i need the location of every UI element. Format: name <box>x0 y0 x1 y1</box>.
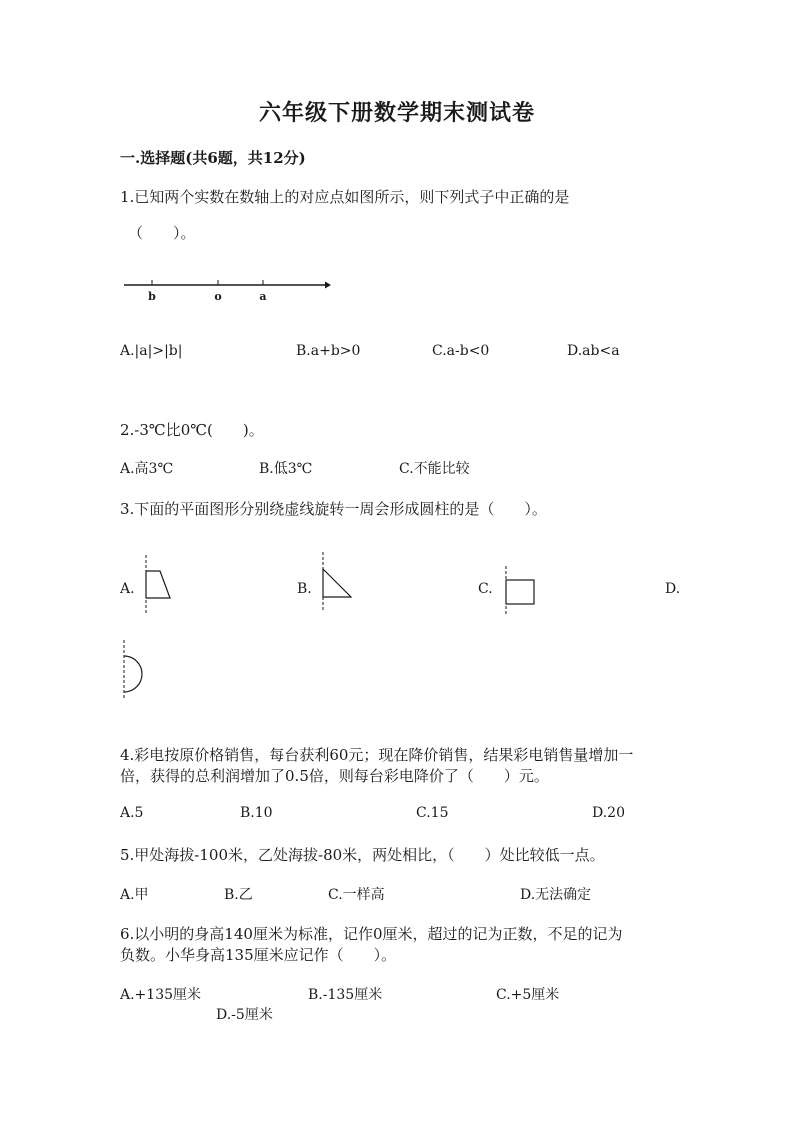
question-6-option-d: D.-5厘米 <box>216 1007 273 1023</box>
number-line-label-b: b <box>148 290 156 303</box>
question-4-option-d: D.20 <box>592 805 625 821</box>
number-line-label-o: o <box>214 290 222 303</box>
question-3-option-a-label: A. <box>120 581 135 597</box>
question-1-option-a: A.|a|>|b| <box>120 343 183 359</box>
number-line-arrow <box>325 282 331 289</box>
question-4-option-a: A.5 <box>120 805 144 821</box>
question-6-option-b: B.-135厘米 <box>308 987 383 1003</box>
shape-c-rectangle <box>500 566 540 618</box>
question-1-option-b: B.a+b>0 <box>296 343 361 359</box>
question-4-option-c: C.15 <box>416 805 449 821</box>
shape-d-semicircle <box>118 640 154 702</box>
question-3-option-b-label: B. <box>297 581 312 597</box>
question-6-stem-line-2: 负数。小华身高135厘米应记作（ ）。 <box>120 946 397 964</box>
question-2-option-a: A.高3℃ <box>120 461 174 477</box>
question-5-option-d: D.无法确定 <box>520 887 592 903</box>
question-2-option-b: B.低3℃ <box>259 461 313 477</box>
question-3-option-d-label: D. <box>665 581 681 597</box>
number-line-label-a: a <box>259 290 267 303</box>
page-title: 六年级下册数学期末测试卷 <box>258 100 535 126</box>
shape-b-triangle <box>315 552 355 614</box>
question-4-stem-line-2: 倍，获得的总利润增加了0.5倍，则每台彩电降价了（ ）元。 <box>120 767 549 785</box>
shape-a-trapezoid <box>138 555 178 615</box>
question-3-stem: 3.下面的平面图形分别绕虚线旋转一周会形成圆柱的是（ ）。 <box>120 500 547 518</box>
question-1-option-d: D.ab<a <box>567 343 620 359</box>
question-2-stem: 2.-3℃比0℃( )。 <box>120 421 264 439</box>
question-1-stem-line-2: （ ）。 <box>128 224 196 242</box>
question-6-option-a: A.+135厘米 <box>120 987 202 1003</box>
question-6-stem-line-1: 6.以小明的身高140厘米为标准，记作0厘米，超过的记为正数，不足的记为 <box>120 925 623 943</box>
question-1-stem-line-1: 1.已知两个实数在数轴上的对应点如图所示，则下列式子中正确的是 <box>120 188 570 206</box>
question-5-option-c: C.一样高 <box>328 887 385 903</box>
question-4-stem-line-1: 4.彩电按原价格销售，每台获利60元；现在降价销售，结果彩电销售量增加一 <box>120 746 634 764</box>
number-line-figure <box>120 275 335 315</box>
question-3-option-c-label: C. <box>478 581 493 597</box>
question-4-option-b: B.10 <box>240 805 273 821</box>
question-1-option-c: C.a-b<0 <box>432 343 490 359</box>
question-5-option-a: A.甲 <box>120 887 149 903</box>
question-5-stem: 5.甲处海拔-100米，乙处海拔-80米，两处相比，（ ）处比较低一点。 <box>120 846 605 864</box>
question-6-option-c: C.+5厘米 <box>496 987 560 1003</box>
section-heading: 一.选择题(共6题，共12分) <box>120 149 306 167</box>
question-5-option-b: B.乙 <box>224 887 253 903</box>
question-2-option-c: C.不能比较 <box>399 461 470 477</box>
